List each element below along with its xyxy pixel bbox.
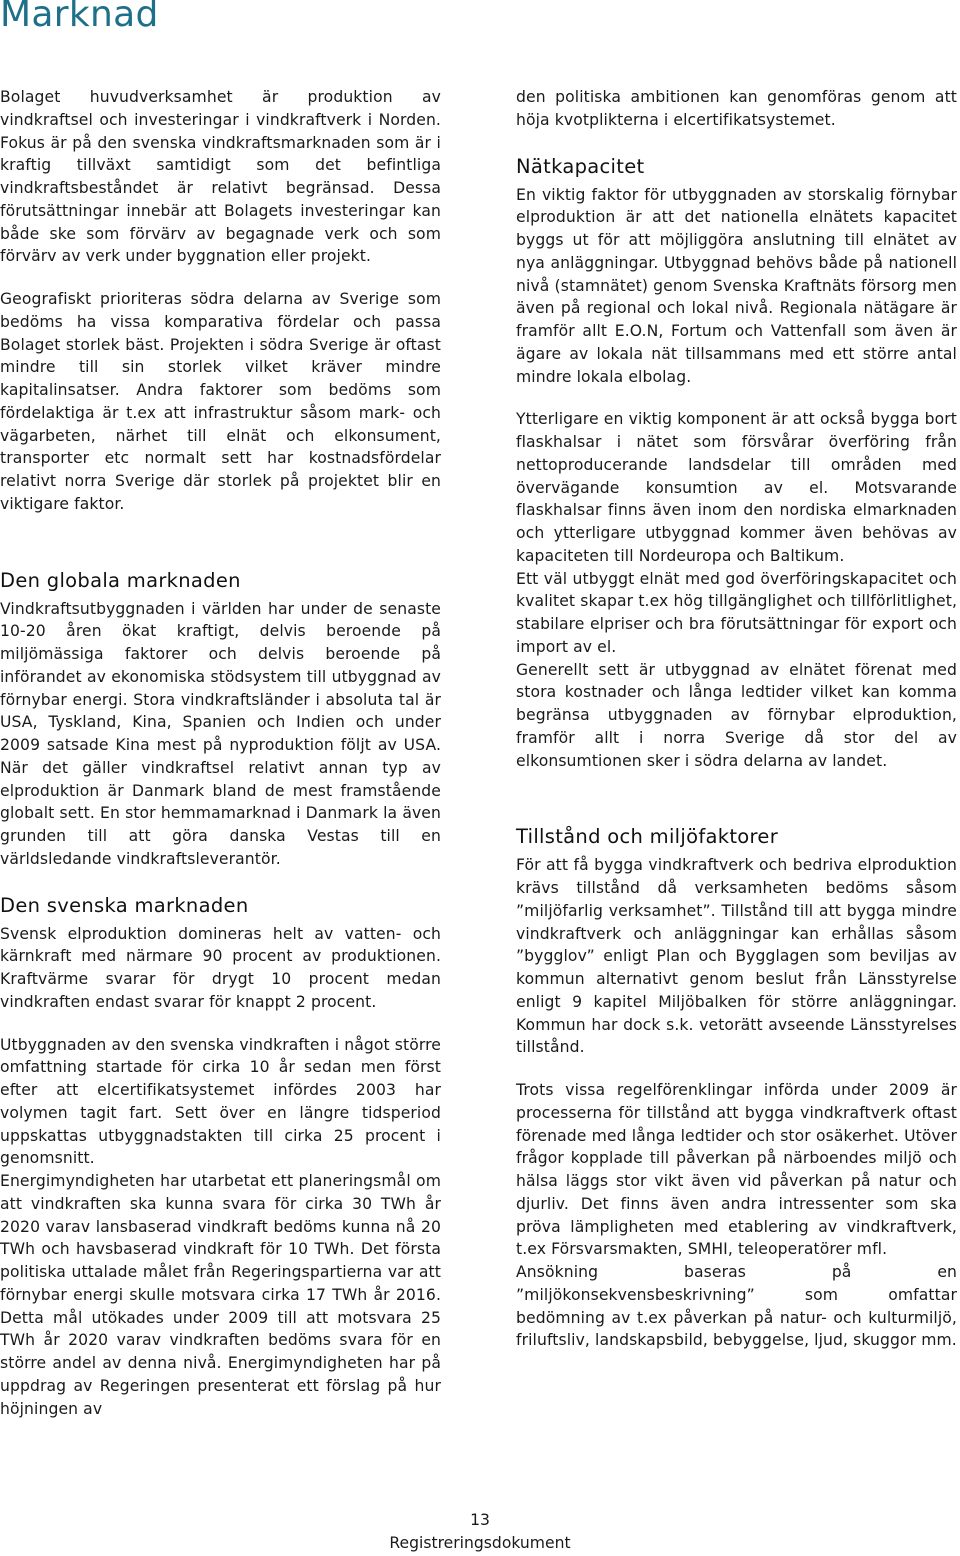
paragraph-grid-quality: Ett väl utbyggt elnät med god överföringskapacitet och kvalitet skapar t.ex hög tillgänglighet och tillförlitlighet, stabilare elpriser och bra förutsättningar för export och import av el. [516,569,957,656]
page-footer [0,1509,960,1555]
paragraph-geografi: Geografiskt prioriteras södra delarna av Sverige som bedöms ha vissa komparativa fördelar och passa Bolaget storlek bäst. Projekten i södra Sverige är oftast mindre till sin storlek vilket kräver mindre kapitalinsatser. Andra faktorer som bedöms som fördelaktiga är t.ex att infrastruktur såsom mark- och vägarbeten, närhet till elnät och elkonsument, transporter etc normalt sett har kostnadsfördelar relativt norra Sverige där storlek på projektet blir en viktigare faktor. [0,290,441,513]
left-column [0,86,441,1420]
heading-permits: Tillstånd och miljöfaktorer [516,825,779,849]
heading-swedish-market: Den svenska marknaden [0,893,249,917]
right-column [516,86,957,1352]
paragraph-regulations: Trots vissa regelförenklingar införda under 2009 är processerna för tillstånd att bygga vindkraftverk oftast förenade med långa ledtider och stor osäkerhet. Utöver frågor kopplade till påverkan på närboendes miljö och hälsa läggs stor vikt även vid påverkan på natur och djurliv. Det finns även andra intressenter som ska pröva lämpligheten med etablering av vindkraftverk, t.ex Försvarsmakten, SMHI, teleoperatörer mfl. [516,1081,957,1259]
heading-grid-capacity: Nätkapacitet [516,154,645,178]
page-title: Marknad [0,0,159,35]
heading-global-market: Den globala marknaden [0,568,241,592]
paragraph-bottlenecks: Ytterligare en viktig komponent är att också bygga bort flaskhalsar i nätet som försvårar överföring från nettoproducerande landsdelar till områden med övervägande konsumtion av el. Motsvarande flaskhalsar finns även inom den nordiska elmarknaden och ytterligare utbyggnad kommer även behövas av kapaciteten till Nordeuropa och Baltikum. [516,410,957,565]
paragraph-swedish-expansion: Utbyggnaden av den svenska vindkraften i något större omfattning startade för cirka 10 år sedan men först efter att elcertifikatsystemet infördes 2003 har volymen tagit fart. Sett över en längre tidsperiod uppskattas utbyggnadstakten till cirka 25 procent i genomsnitt. [0,1035,441,1168]
paragraph-energy-agency: Energimyndigheten har utarbetat ett planeringsmål om att vindkraften ska kunna svara för cirka 30 TWh år 2020 varav lansbaserad vindkraft bedöms kunna nå 20 TWh och havsbaserad vindkraft för 10 TWh. Det första politiska uttalade målet från Regeringspartierna var att förnybar energi skulle motsvara cirka 17 TWh år 2016. Detta mål utökades under 2009 till att motsvara 25 TWh år 2020 varav vindkraften bedöms svara för en större andel av denna nivå. Energimyndigheten har på uppdrag av Regeringen presenterat ett förslag på hur höjningen av [0,1172,441,1418]
page-number: 13 [470,1511,490,1529]
paragraph-swedish-production: Svensk elproduktion domineras helt av vatten- och kärnkraft med närmare 90 procent av produktionen. Kraftvärme svarar för drygt 10 procent medan vindkraften endast svarar för knappt 2 procent. [0,924,441,1011]
paragraph-permits: För att få bygga vindkraftverk och bedriva elproduktion krävs tillstånd då verksamheten bedöms såsom ”miljöfarlig verksamhet”. Tillstånd till att bygga mindre vindkraftverk och anläggningar kan erhållas såsom ”bygglov” enligt Plan och Bygglagen som beviljas av kommun alternativt genom beslut från Länsstyrelse enligt 9 kapitel Miljöbalken för större anläggningar. Kommun har dock s.k. vetorätt avseende Länsstyrelses tillstånd. [516,856,957,1057]
paragraph-grid-costs: Generellt sett är utbyggnad av elnätet förenat med stora kostnader och långa ledtider vilket kan komma begränsa utbyggnaden av förnybar elproduktion, framför allt i norra Sverige då stor del av elkonsumtionen sker i södra delarna av landet. [516,660,957,770]
document-name: Registreringsdokument [389,1534,571,1552]
paragraph-intro: Bolaget huvudverksamhet är produktion av vindkraftsel och investeringar i vindkraftverk i Norden. Fokus är på den svenska vindkraftsmarknaden som är i kraftig tillväxt samtidigt som det befintliga vindkraftsbeståndet är relativt begränsad. Dessa förutsättningar innebär att Bolagets investeringar kan både ske som förvärv av begagnade verk och som förvärv av verk under byggnation eller projekt. [0,88,441,266]
paragraph-environmental-assessment: Ansökning baseras på en ”miljökonsekvensbeskrivning” som omfattar bedömning av t.ex påverkan på natur- och kulturmiljö, friluftsliv, landskapsbild, bebyggelse, ljud, skuggor mm. [516,1263,957,1350]
paragraph-continuation: den politiska ambitionen kan genomföras genom att höja kvotplikterna i elcertifikatsystemet. [516,88,957,129]
paragraph-grid-capacity: En viktig faktor för utbyggnaden av storskalig förnybar elproduktion är att det nationella elnätets kapacitet byggs ut för att möjliggöra anslutning till elnätet av nya anläggningar. Utbyggnad behövs både på nationell nivå (stamnätet) genom Svenska Kraftnäts försorg men även på regional och lokal nivå. Regionala nätägare är framför allt E.O.N, Fortum och Vattenfall som även är ägare av lokala nät tillsammans med ett större antal mindre lokala elbolag. [516,185,957,386]
paragraph-global-market: Vindkraftsutbyggnaden i världen har under de senaste 10-20 åren ökat kraftigt, delvis beroende på miljömässiga faktorer och delvis beroende på införandet av ekonomiska stödsystem till utbyggnad av förnybar energi. Stora vindkraftsländer i absoluta tal är USA, Tyskland, Kina, Spanien och Indien och under 2009 satsade Kina mest på nyproduktion följt av USA. När det gäller vindkraftsel relativt annan typ av elproduktion är Danmark bland de mest framstående globalt sett. En stor hemmamarknad i Danmark la även grunden till att göra danska Vestas till en världsledande vindkraftsleverantör. [0,599,441,868]
